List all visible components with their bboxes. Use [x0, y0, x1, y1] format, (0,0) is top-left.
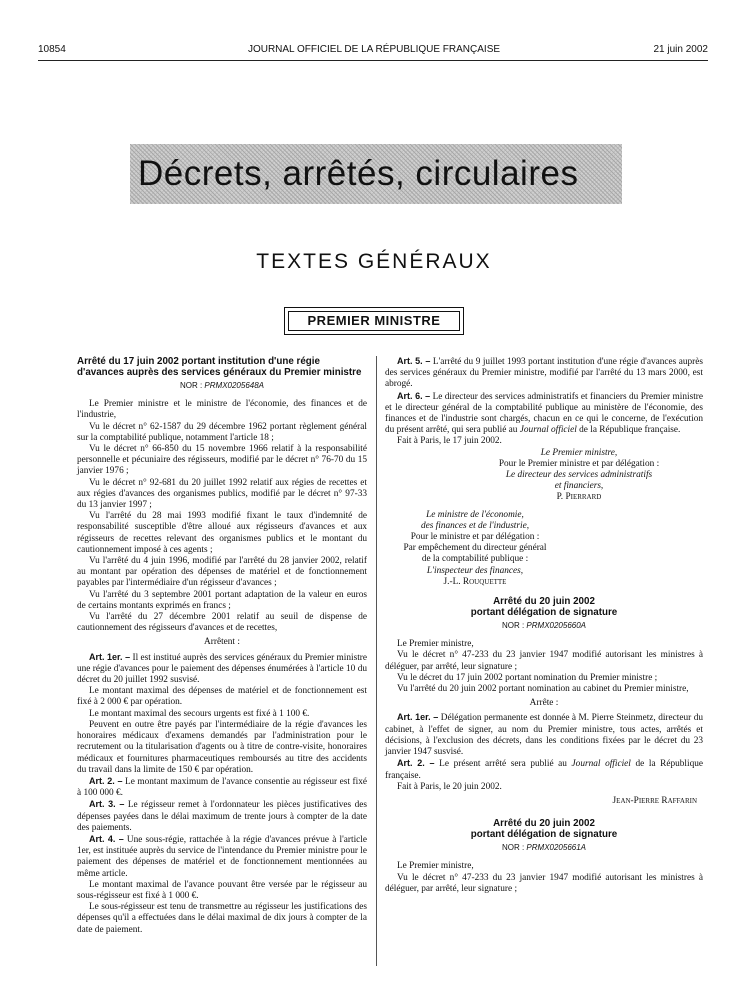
article-1: Art. 1er. – Il est institué auprès des services généraux du Premier ministre une régie d'avances pour le paiement des dépenses énumérées à l'article 10 du décret du 20 juillet 1992 susvisé.: [77, 651, 367, 686]
visa: Vu l'arrêté du 4 juin 1996, modifié par l'arrêté du 28 janvier 2002, relatif au montant par opération des dépenses de matériel et de fonctionnement payables par l'intermédiaire d'un régisseur d'avances ;: [77, 556, 367, 589]
page-number: 10854: [38, 44, 66, 55]
visa: Vu l'arrêté du 20 juin 2002 portant nomination au cabinet du Premier ministre,: [397, 684, 689, 695]
right-column: [385, 356, 703, 895]
decree-title: portant délégation de signature: [470, 829, 618, 841]
article-5: Art. 5. – L'arrêté du 9 juillet 1993 portant institution d'une régie d'avances auprès des services généraux du Premier ministre, modifié par l'arrêté du 13 mars 2000, est abrogé.: [385, 356, 704, 390]
article-paragraph: Le montant maximal des dépenses de matériel et de fonctionnement est fixé à 2 000 € par opération.: [77, 686, 367, 708]
decree-title: portant délégation de signature: [470, 607, 618, 619]
issue-date: 21 juin 2002: [653, 44, 708, 55]
visa: Vu le décret n° 47-233 du 23 janvier 1947 modifié autorisant les ministres à déléguer, par arrêté, leur signature ;: [385, 872, 703, 894]
visa: Vu le décret du 17 juin 2002 portant nomination du Premier ministre ;: [397, 672, 658, 683]
article-3: Art. 3. – Le régisseur remet à l'ordonnateur les pièces justificatives des dépenses payées dans le délai maximum de trente jours à compter de la date des paiements.: [77, 799, 368, 833]
decree-title: Arrêté du 20 juin 2002: [493, 596, 595, 608]
visa: Vu l'arrêté du 27 décembre 2001 relatif au seuil de dispense de cautionnement des régisseurs d'avances et de recettes,: [77, 612, 367, 634]
decree-title: Arrêté du 20 juin 2002: [493, 818, 595, 830]
visa: Vu le décret n° 66-850 du 15 novembre 1966 relatif à la responsabilité personnelle et pécuniaire des régisseurs, modifié par le décret n° 76-70 du 15 janvier 1976 ;: [77, 444, 367, 477]
visa: Vu le décret n° 47-233 du 23 janvier 1947 modifié autorisant les ministres à déléguer, par arrêté, leur signature ;: [385, 650, 703, 672]
left-column: [77, 356, 367, 936]
article-2: Art. 2. – Le montant maximum de l'avance consentie au régisseur est fixé à 100 000 €.: [77, 775, 368, 799]
signature-block: Le ministre de l'économie, des finances et de l'industrie, Pour le ministre et par délégation : Par empêchement du directeur général de la comptabilité publique : L'inspecteur des finances, J.-L. Rouquette: [385, 510, 565, 588]
article-paragraph: Le sous-régisseur est tenu de transmettre au régisseur les justifications des dépenses qu'il a effectuées dans le délai maximal de dix jours à compter de la date de paiement.: [77, 902, 367, 935]
signatory-name: Jean-Pierre Raffarin: [612, 795, 697, 806]
signatory-name: P. Pierrard: [556, 492, 602, 503]
article-2: Art. 2. – Le présent arrêté sera publié au Journal officiel de la République française.: [385, 758, 704, 781]
nor-reference: NOR : PRMX0205661A: [501, 843, 587, 853]
section-title: TEXTES GÉNÉRAUX: [256, 250, 492, 273]
journal-title: JOURNAL OFFICIEL DE LA RÉPUBLIQUE FRANÇAISE: [247, 44, 501, 55]
preamble: Le Premier ministre et le ministre de l'économie, des finances et de l'industrie,: [77, 399, 367, 421]
visa: Vu l'arrêté du 3 septembre 2001 portant adaptation de la valeur en euros de certains montants exprimés en francs ;: [77, 589, 367, 611]
arretent: Arrêtent :: [204, 637, 240, 648]
preamble: Le Premier ministre,: [397, 861, 474, 872]
signature-block: Le Premier ministre, Pour le Premier ministre et par délégation : Le directeur des services administratifs et financiers, P. Pierrard: [455, 448, 703, 504]
signing-place-date: Fait à Paris, le 17 juin 2002.: [397, 436, 502, 447]
column-divider: [376, 356, 377, 966]
signatory-name: J.-L. Rouquette: [443, 576, 507, 587]
article-6: Art. 6. – Le directeur des services administratifs et financiers du Premier ministre et le directeur général de la comptabilité publique au ministère de l'économie, des finances et de l'industrie sont chargés, chacun en ce qui le concerne, de l'exécution du présent arrêté, qui sera publié au Journal officiel de la République française.: [385, 390, 704, 436]
visa: Vu le décret n° 92-681 du 20 juillet 1992 relatif aux régies de recettes et aux régies d'avances des organismes publics, modifié par le décret n° 97-33 du 13 janvier 1997 ;: [77, 477, 367, 511]
nor-reference: NOR : PRMX0205660A: [501, 621, 587, 631]
preamble: Le Premier ministre,: [397, 639, 474, 650]
decree-title: Arrêté du 17 juin 2002 portant institution d'une régie d'avances auprès des services généraux du Premier ministre: [77, 356, 362, 378]
ministry-label: PREMIER MINISTRE: [288, 311, 460, 331]
article-4: Art. 4. – Une sous-régie, rattachée à la régie d'avances prévue à l'article 1er, est instituée auprès du service de l'intendance du Premier ministre pour le paiement des dépenses de matériel et de fonctionnement mentionnées au même article.: [77, 833, 368, 879]
visa: Vu le décret n° 62-1587 du 29 décembre 1962 portant règlement général sur la comptabilité publique, notamment l'article 18 ;: [77, 421, 367, 443]
article-paragraph: Le montant maximal de l'avance pouvant être versée par le régisseur au sous-régisseur est fixé à 1 000 €.: [77, 879, 367, 901]
article-1: Art. 1er. – Délégation permanente est donnée à M. Pierre Steinmetz, directeur du cabinet, à l'effet de signer, au nom du Premier ministre, tous actes, arrêtés et décisions, à l'exclusion des décrets, dans les conditions fixées par le décret du 23 janvier 1947 susvisé.: [385, 712, 703, 758]
nor-reference: NOR : PRMX0205648A: [179, 381, 265, 390]
banner-title: Décrets, arrêtés, circulaires: [138, 154, 579, 193]
arrete: Arrête :: [529, 698, 559, 709]
header-rule: [38, 60, 708, 61]
article-paragraph: Le montant maximal des secours urgents est fixé à 1 100 €.: [89, 708, 310, 719]
visa: Vu l'arrêté du 28 mai 1993 modifié fixant le taux d'indemnité de responsabilité susceptible d'être alloué aux régisseurs d'avances et aux régisseurs de recettes relevant des organismes publics et le montant du cautionnement imposé à ces agents ;: [77, 511, 367, 555]
article-paragraph: Peuvent en outre être payés par l'intermédiaire de la régie d'avances les honoraires médicaux d'examens demandés par l'administration pour le recrutement ou la titularisation d'agents ou à titre de contre-visite, honoraires médicaux et fournitures pharmaceutiques remboursés au titre des accidents du travail dans la limite de 150 € par opération.: [77, 719, 367, 775]
signing-place-date: Fait à Paris, le 20 juin 2002.: [397, 781, 502, 792]
